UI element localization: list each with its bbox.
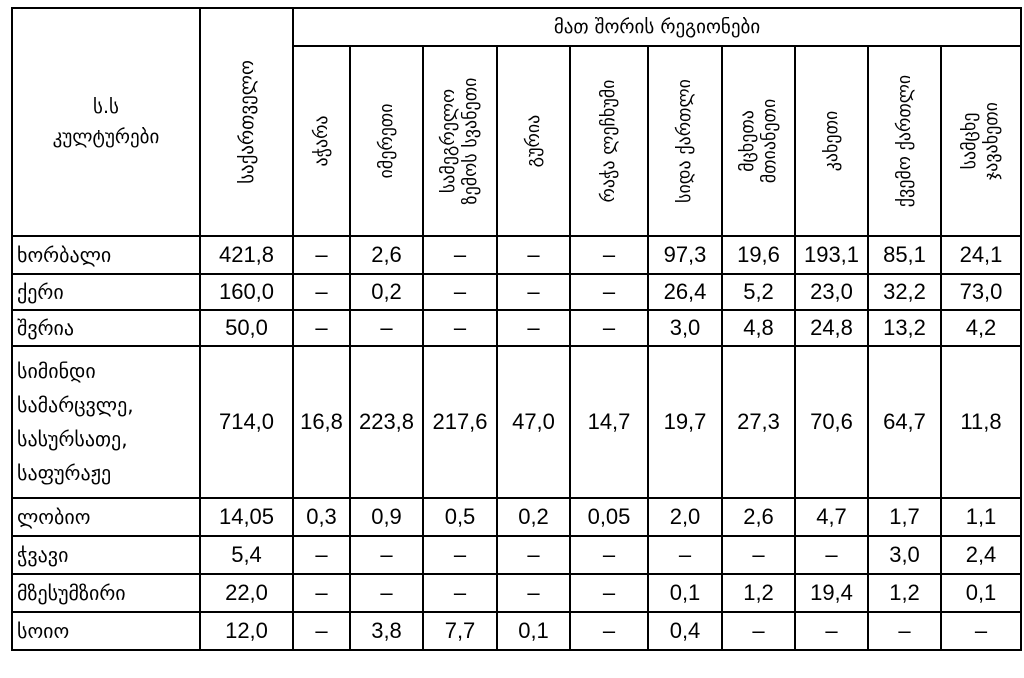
crop-name-line: სოიო (17, 619, 70, 643)
region-value-cell: – (570, 310, 648, 346)
region-value-cell: 4,8 (722, 310, 795, 346)
region-value-cell: – (423, 574, 497, 612)
region-value-cell: 27,3 (722, 346, 795, 498)
crop-name-line: სასურსათე, (17, 427, 128, 451)
region-value-cell: – (497, 310, 570, 346)
region-header-samegrelo: სამეგრელო ზემოს სვანეთი (423, 46, 497, 236)
region-value-cell: – (941, 612, 1021, 650)
crop-name-line: ქერი (17, 280, 64, 304)
table-row (12, 274, 1021, 310)
region-value-cell: 19,4 (795, 574, 868, 612)
crop-name-line: შვრია (17, 316, 75, 340)
region-value-cell: – (722, 536, 795, 574)
table-row (12, 498, 1021, 536)
region-value-cell: – (293, 536, 350, 574)
region-header-adjara: აჭარა (293, 46, 350, 236)
region-value-cell: – (570, 574, 648, 612)
region-value-cell: 97,3 (648, 236, 722, 274)
region-value-cell: 0,2 (497, 498, 570, 536)
region-value-cell: 0,4 (648, 612, 722, 650)
region-value-cell: 0,1 (941, 574, 1021, 612)
crop-name-line: სიმინდი (17, 359, 96, 383)
region-value-cell: – (293, 612, 350, 650)
region-value-cell: – (423, 274, 497, 310)
region-header-shida-kartli: სიდა ქართლი (648, 46, 722, 236)
crop-name-line: სამარცვლე, (17, 393, 134, 417)
region-value-cell: 1,7 (868, 498, 941, 536)
region-value-cell: 0,2 (350, 274, 423, 310)
region-value-cell: 19,7 (648, 346, 722, 498)
region-value-cell: 2,6 (350, 236, 423, 274)
crop-name-cell (12, 236, 200, 274)
region-value-cell: – (350, 574, 423, 612)
crops-header-line2: კულტურები (52, 126, 160, 148)
region-value-cell: 24,8 (795, 310, 868, 346)
region-value-cell: – (423, 236, 497, 274)
total-value-cell: 12,0 (200, 612, 293, 650)
region-value-cell: 13,2 (868, 310, 941, 346)
region-value-cell: 23,0 (795, 274, 868, 310)
total-value-cell: 714,0 (200, 346, 293, 498)
region-value-cell: 7,7 (423, 612, 497, 650)
region-value-cell: 3,0 (648, 310, 722, 346)
crop-name-line: ლობიო (17, 505, 91, 529)
region-value-cell: – (293, 574, 350, 612)
region-value-cell: – (722, 612, 795, 650)
crop-name-cell (12, 310, 200, 346)
region-value-cell: – (570, 236, 648, 274)
region-value-cell: 26,4 (648, 274, 722, 310)
region-value-cell: 47,0 (497, 346, 570, 498)
region-value-cell: – (497, 574, 570, 612)
region-value-cell: 32,2 (868, 274, 941, 310)
region-value-cell: – (497, 274, 570, 310)
region-value-cell: – (570, 536, 648, 574)
regions-group-header: მათ შორის რეგიონები (293, 8, 1021, 46)
table-row (12, 612, 1021, 650)
crop-name-line: ხორბალი (17, 243, 112, 267)
region-value-cell: – (795, 612, 868, 650)
crop-name-cell (12, 574, 200, 612)
region-value-cell: – (350, 536, 423, 574)
region-value-cell: 4,2 (941, 310, 1021, 346)
region-value-cell: 217,6 (423, 346, 497, 498)
total-value-cell: 160,0 (200, 274, 293, 310)
region-value-cell: 0,5 (423, 498, 497, 536)
crop-name-cell (12, 274, 200, 310)
region-value-cell: 2,6 (722, 498, 795, 536)
region-value-cell: 73,0 (941, 274, 1021, 310)
region-header-kvemo-kartli: ქვემო ქართლი (868, 46, 941, 236)
region-value-cell: 11,8 (941, 346, 1021, 498)
crop-name-line: საფურაჟე (17, 461, 112, 485)
region-value-cell: 1,1 (941, 498, 1021, 536)
region-value-cell: 16,8 (293, 346, 350, 498)
crop-name-line: მზესუმზირი (17, 581, 126, 605)
table-row (12, 574, 1021, 612)
region-value-cell: – (293, 274, 350, 310)
region-value-cell: – (423, 310, 497, 346)
region-header-kakheti: კახეთი (795, 46, 868, 236)
crop-name-cell (12, 612, 200, 650)
region-value-cell: 14,7 (570, 346, 648, 498)
region-value-cell: 1,2 (868, 574, 941, 612)
crops-by-region-table (11, 7, 1022, 651)
region-value-cell: – (795, 536, 868, 574)
region-value-cell: 0,9 (350, 498, 423, 536)
crop-name-cell (12, 498, 200, 536)
region-header-mtskheta: მცხეთა მთიანეთი (722, 46, 795, 236)
total-header-label: საქართველო (235, 60, 258, 184)
crop-name-line: ჭვავი (17, 543, 69, 567)
total-value-cell: 5,4 (200, 536, 293, 574)
region-value-cell: 193,1 (795, 236, 868, 274)
region-value-cell: – (350, 310, 423, 346)
region-value-cell: 1,2 (722, 574, 795, 612)
region-header-racha: რაჭა ლეჩხუმი (570, 46, 648, 236)
region-header-samtskhe: სამცხე ჯავახეთი (941, 46, 1021, 236)
region-value-cell: 0,05 (570, 498, 648, 536)
region-value-cell: 4,7 (795, 498, 868, 536)
crop-name-cell (12, 536, 200, 574)
total-value-cell: 14,05 (200, 498, 293, 536)
total-value-cell: 22,0 (200, 574, 293, 612)
region-value-cell: 19,6 (722, 236, 795, 274)
region-value-cell: – (497, 536, 570, 574)
crops-header-line1: ს.ს (93, 96, 119, 118)
table-body (12, 236, 1021, 650)
region-value-cell: 2,0 (648, 498, 722, 536)
table-row (12, 536, 1021, 574)
region-value-cell: 85,1 (868, 236, 941, 274)
region-value-cell: – (570, 612, 648, 650)
region-value-cell: – (423, 536, 497, 574)
region-value-cell: 64,7 (868, 346, 941, 498)
region-value-cell: – (293, 236, 350, 274)
region-value-cell: 24,1 (941, 236, 1021, 274)
region-value-cell: – (868, 612, 941, 650)
total-value-cell: 50,0 (200, 310, 293, 346)
region-header-imereti: იმერეთი (350, 46, 423, 236)
region-value-cell: – (293, 310, 350, 346)
region-value-cell: 0,1 (497, 612, 570, 650)
table-row (12, 346, 1021, 498)
table-row (12, 236, 1021, 274)
crops-header-cell (12, 8, 200, 236)
region-value-cell: 5,2 (722, 274, 795, 310)
region-value-cell: 0,1 (648, 574, 722, 612)
region-value-cell: 70,6 (795, 346, 868, 498)
total-header-cell (200, 8, 293, 236)
region-value-cell: 223,8 (350, 346, 423, 498)
crop-name-cell (12, 346, 200, 498)
region-value-cell: – (648, 536, 722, 574)
region-value-cell: 3,0 (868, 536, 941, 574)
region-header-guria: გურია (497, 46, 570, 236)
region-value-cell: – (497, 236, 570, 274)
region-value-cell: 0,3 (293, 498, 350, 536)
total-value-cell: 421,8 (200, 236, 293, 274)
table-row (12, 310, 1021, 346)
region-value-cell: 3,8 (350, 612, 423, 650)
region-value-cell: – (570, 274, 648, 310)
region-value-cell: 2,4 (941, 536, 1021, 574)
